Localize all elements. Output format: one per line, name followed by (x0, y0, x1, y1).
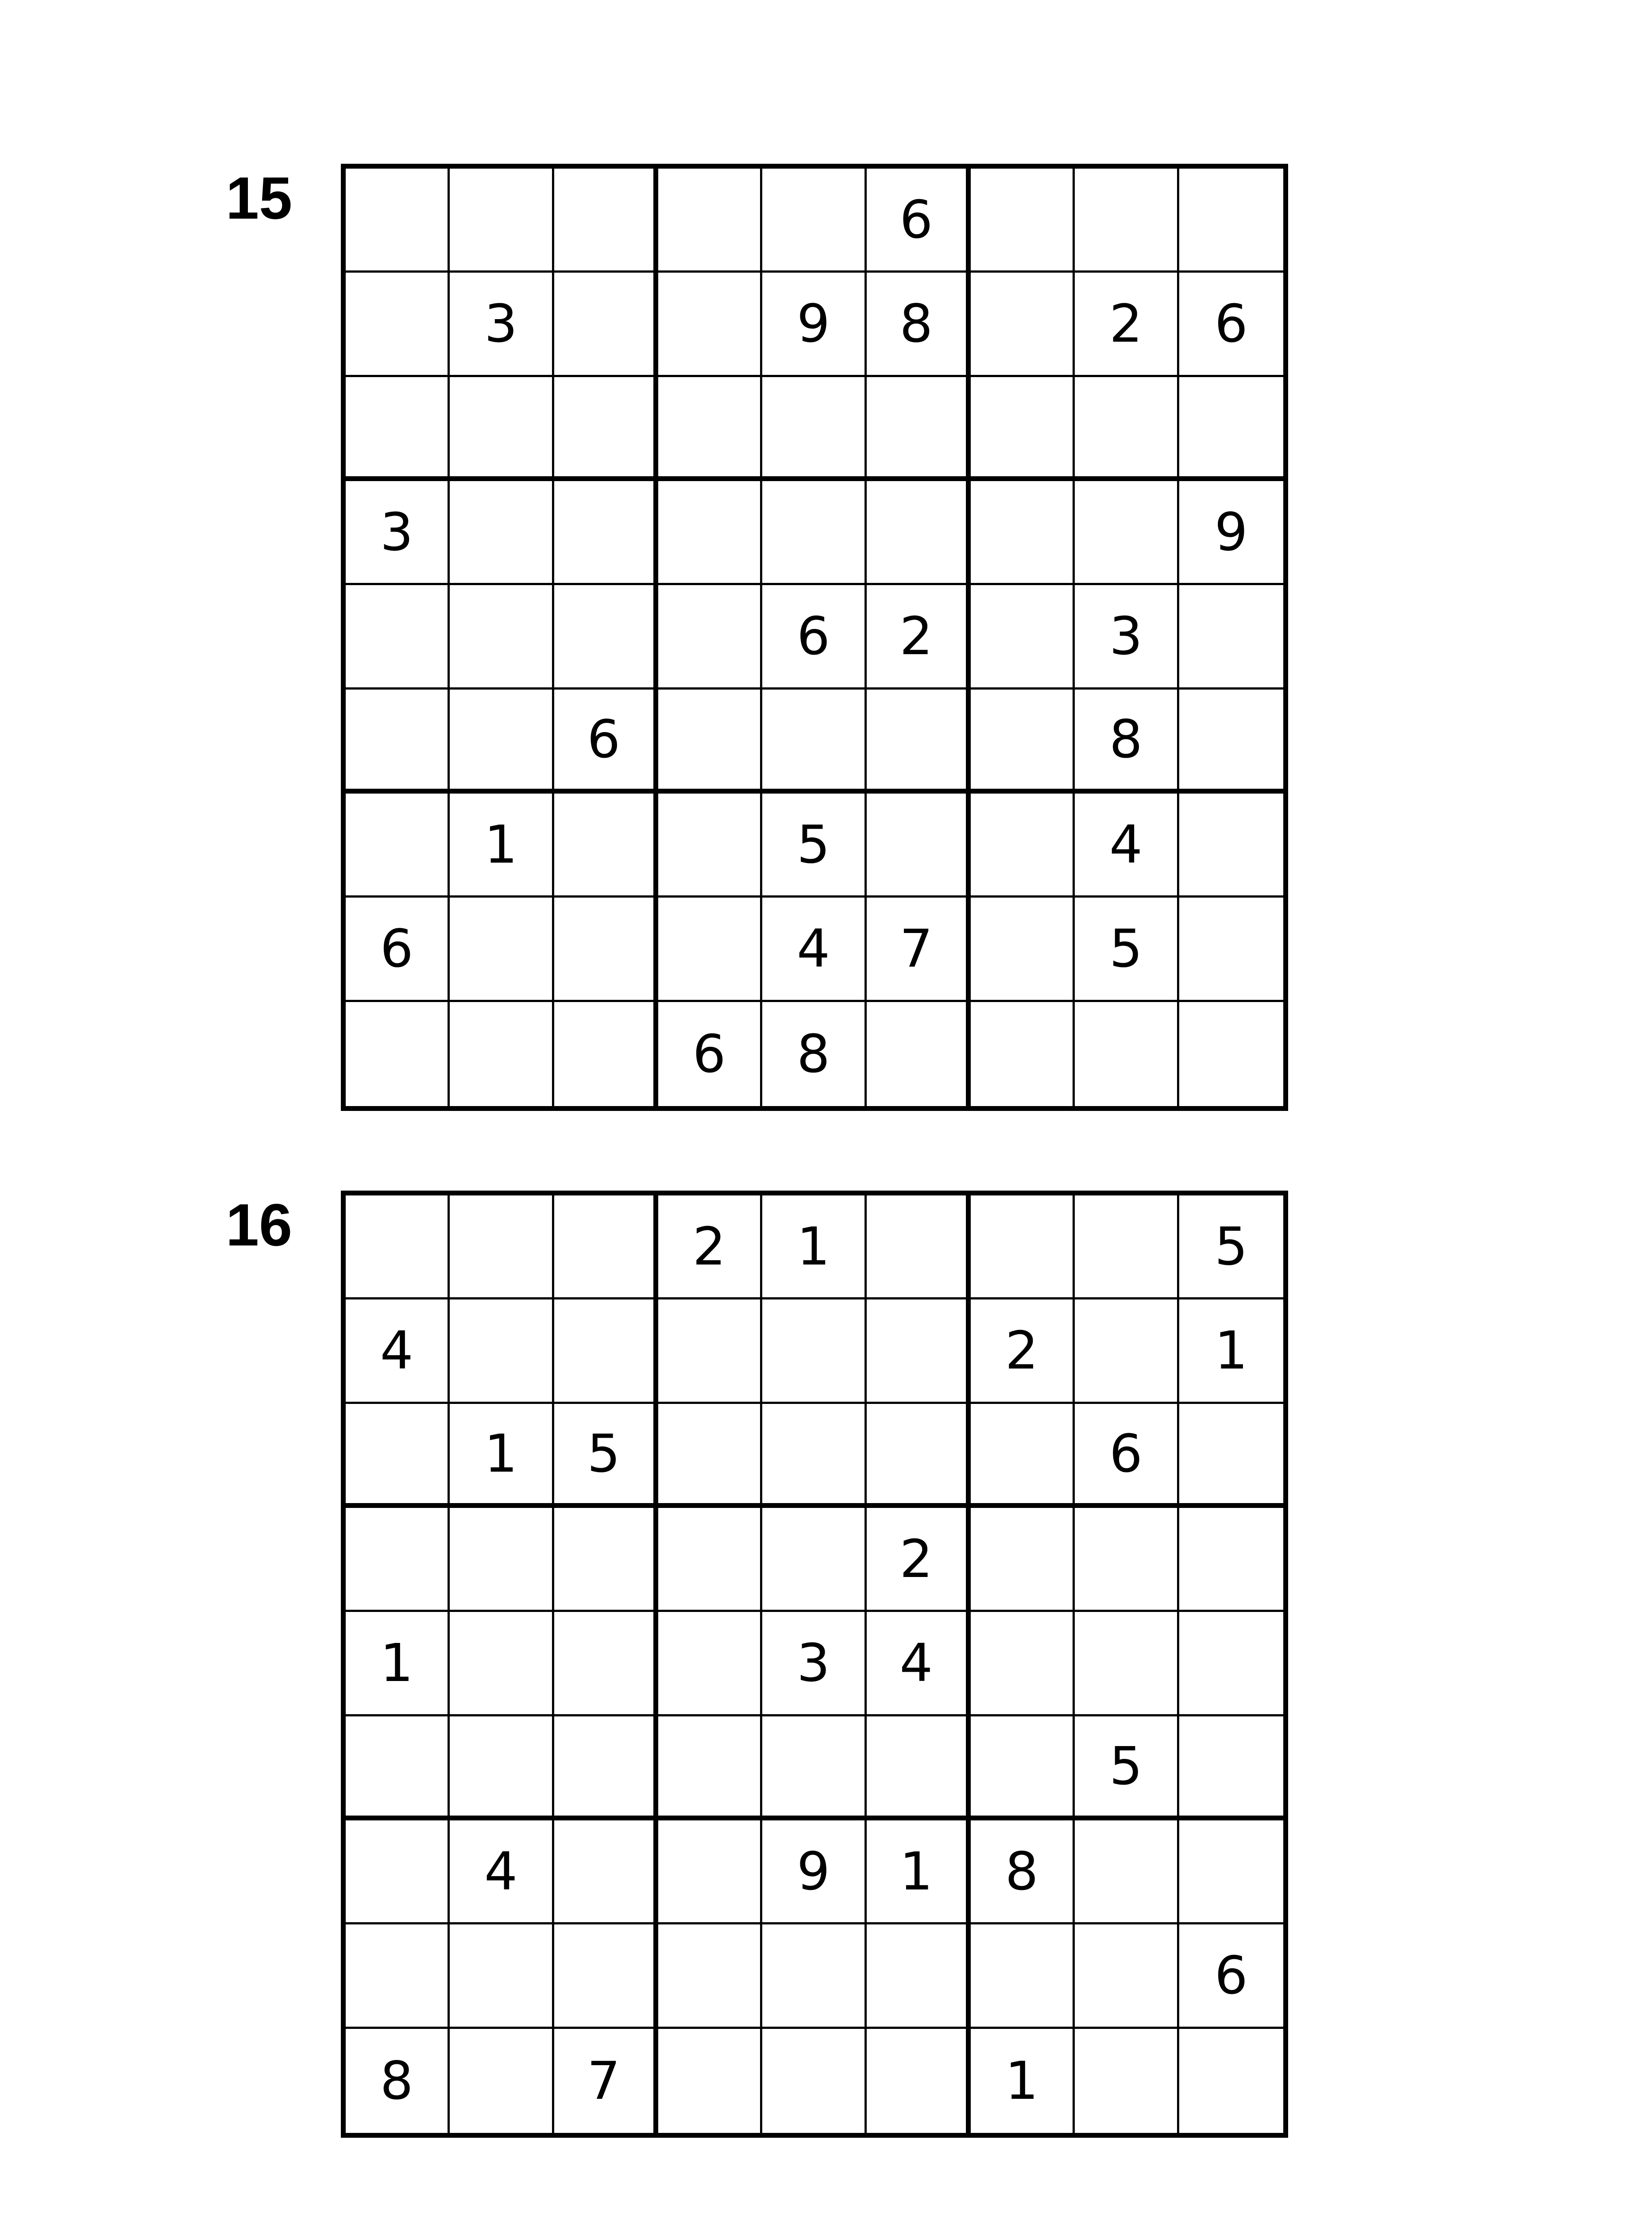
sudoku-cell[interactable]: 5 (762, 794, 866, 898)
sudoku-cell[interactable] (554, 377, 658, 481)
sudoku-cell[interactable] (971, 1716, 1075, 1820)
sudoku-cell[interactable] (762, 1508, 866, 1612)
sudoku-cell[interactable]: 6 (1179, 273, 1283, 377)
sudoku-cell[interactable] (971, 1612, 1075, 1716)
sudoku-cell[interactable] (554, 1508, 658, 1612)
sudoku-cell[interactable]: 6 (554, 690, 658, 794)
sudoku-cell[interactable] (867, 1924, 971, 2028)
sudoku-cell[interactable]: 3 (346, 481, 450, 585)
sudoku-cell[interactable]: 1 (1179, 1299, 1283, 1403)
sudoku-cell[interactable] (346, 377, 450, 481)
sudoku-cell[interactable] (346, 1508, 450, 1612)
sudoku-cell[interactable]: 8 (346, 2029, 450, 2133)
sudoku-cell[interactable]: 5 (1179, 1195, 1283, 1299)
sudoku-cell[interactable] (450, 2029, 554, 2133)
sudoku-cell[interactable]: 6 (1179, 1924, 1283, 2028)
sudoku-cell[interactable] (762, 1299, 866, 1403)
sudoku-cell[interactable] (867, 1002, 971, 1106)
sudoku-cell[interactable]: 3 (762, 1612, 866, 1716)
sudoku-cell[interactable] (346, 169, 450, 273)
sudoku-cell[interactable] (1179, 1820, 1283, 1924)
sudoku-cell[interactable]: 1 (346, 1612, 450, 1716)
sudoku-cell[interactable] (971, 481, 1075, 585)
sudoku-cell[interactable] (450, 1612, 554, 1716)
sudoku-cell[interactable] (554, 1924, 658, 2028)
sudoku-cell[interactable] (867, 481, 971, 585)
sudoku-cell[interactable] (554, 1195, 658, 1299)
sudoku-cell[interactable] (554, 273, 658, 377)
sudoku-cell[interactable] (658, 273, 762, 377)
sudoku-cell[interactable] (450, 1002, 554, 1106)
sudoku-cell[interactable] (658, 1716, 762, 1820)
sudoku-cell[interactable] (762, 1716, 866, 1820)
sudoku-cell[interactable] (867, 1195, 971, 1299)
sudoku-cell[interactable] (971, 1002, 1075, 1106)
sudoku-cell[interactable] (867, 377, 971, 481)
sudoku-cell[interactable]: 4 (762, 898, 866, 1002)
sudoku-cell[interactable] (1075, 1002, 1179, 1106)
sudoku-cell[interactable] (450, 1716, 554, 1820)
sudoku-cell[interactable]: 8 (1075, 690, 1179, 794)
sudoku-cell[interactable] (762, 481, 866, 585)
sudoku-cell[interactable]: 3 (450, 273, 554, 377)
puzzle-number: 16 (226, 1191, 293, 1258)
sudoku-cell[interactable] (1075, 1612, 1179, 1716)
sudoku-cell[interactable] (867, 1716, 971, 1820)
sudoku-cell[interactable] (554, 1612, 658, 1716)
sudoku-cell[interactable]: 6 (1075, 1404, 1179, 1508)
sudoku-cell[interactable] (762, 377, 866, 481)
sudoku-cell[interactable] (658, 1924, 762, 2028)
sudoku-cell[interactable]: 6 (346, 898, 450, 1002)
sudoku-cell[interactable] (554, 1820, 658, 1924)
sudoku-grid (341, 1191, 1288, 2138)
sudoku-cell[interactable] (762, 1404, 866, 1508)
sudoku-cell[interactable] (346, 1820, 450, 1924)
sudoku-cell[interactable] (658, 169, 762, 273)
sudoku-cell[interactable] (554, 794, 658, 898)
sudoku-cell[interactable] (1179, 1508, 1283, 1612)
sudoku-cell[interactable]: 8 (762, 1002, 866, 1106)
sudoku-cell[interactable] (1075, 481, 1179, 585)
sudoku-cell[interactable] (971, 1924, 1075, 2028)
sudoku-cell[interactable] (1075, 169, 1179, 273)
sudoku-cell[interactable]: 4 (450, 1820, 554, 1924)
sudoku-cell[interactable]: 1 (450, 1404, 554, 1508)
sudoku-cell[interactable]: 1 (450, 794, 554, 898)
sudoku-cell[interactable]: 5 (554, 1404, 658, 1508)
sudoku-cell[interactable] (450, 690, 554, 794)
sudoku-cell[interactable] (346, 273, 450, 377)
sudoku-cell[interactable] (450, 1508, 554, 1612)
sudoku-cell[interactable] (450, 1299, 554, 1403)
sudoku-cell[interactable]: 1 (762, 1195, 866, 1299)
sudoku-cell[interactable] (346, 585, 450, 689)
sudoku-cell[interactable] (971, 1195, 1075, 1299)
sudoku-cell[interactable] (1075, 377, 1179, 481)
sudoku-cell[interactable] (554, 1002, 658, 1106)
sudoku-cell[interactable] (1179, 794, 1283, 898)
sudoku-cell[interactable] (658, 1404, 762, 1508)
sudoku-cell[interactable] (346, 1924, 450, 2028)
sudoku-cell[interactable] (346, 1716, 450, 1820)
sudoku-cell[interactable]: 3 (1075, 585, 1179, 689)
sudoku-cell[interactable] (867, 2029, 971, 2133)
sudoku-cell[interactable] (1075, 1508, 1179, 1612)
sudoku-cell[interactable] (867, 1299, 971, 1403)
sudoku-cell[interactable] (450, 898, 554, 1002)
sudoku-cell[interactable]: 7 (554, 2029, 658, 2133)
sudoku-cell[interactable] (450, 585, 554, 689)
sudoku-cell[interactable]: 9 (1179, 481, 1283, 585)
sudoku-cell[interactable] (450, 481, 554, 585)
sudoku-cell[interactable]: 7 (867, 898, 971, 1002)
sudoku-cell[interactable] (450, 377, 554, 481)
sudoku-cell[interactable] (554, 481, 658, 585)
sudoku-cell[interactable] (450, 1924, 554, 2028)
sudoku-cell[interactable] (971, 794, 1075, 898)
sudoku-cell[interactable] (971, 169, 1075, 273)
sudoku-cell[interactable] (658, 2029, 762, 2133)
sudoku-cell[interactable]: 6 (867, 169, 971, 273)
sudoku-cell[interactable] (971, 690, 1075, 794)
sudoku-cell[interactable] (762, 169, 866, 273)
sudoku-cell[interactable]: 2 (867, 1508, 971, 1612)
sudoku-cell[interactable]: 4 (1075, 794, 1179, 898)
sudoku-cell[interactable]: 9 (762, 273, 866, 377)
sudoku-cell[interactable] (554, 898, 658, 1002)
sudoku-cell[interactable] (658, 794, 762, 898)
sudoku-cell[interactable] (554, 585, 658, 689)
sudoku-cell[interactable] (346, 794, 450, 898)
sudoku-cell[interactable]: 6 (762, 585, 866, 689)
sudoku-cell[interactable] (867, 794, 971, 898)
sudoku-cell[interactable] (762, 1924, 866, 2028)
sudoku-cell[interactable] (1179, 1404, 1283, 1508)
sudoku-cell[interactable] (1179, 377, 1283, 481)
sudoku-cell[interactable]: 5 (1075, 898, 1179, 1002)
sudoku-cell[interactable] (762, 690, 866, 794)
sudoku-cell[interactable] (1179, 1002, 1283, 1106)
sudoku-cell[interactable] (658, 585, 762, 689)
sudoku-cell[interactable] (762, 2029, 866, 2133)
sudoku-cell[interactable]: 2 (971, 1299, 1075, 1403)
sudoku-cell[interactable] (658, 898, 762, 1002)
sudoku-cell[interactable]: 2 (658, 1195, 762, 1299)
sudoku-cell[interactable] (346, 1195, 450, 1299)
sudoku-cell[interactable] (1179, 1612, 1283, 1716)
sudoku-cell[interactable]: 8 (867, 273, 971, 377)
sudoku-cell[interactable] (1179, 690, 1283, 794)
sudoku-cell[interactable] (658, 377, 762, 481)
sudoku-cell[interactable]: 1 (867, 1820, 971, 1924)
sudoku-cell[interactable] (658, 1299, 762, 1403)
sudoku-cell[interactable] (1075, 2029, 1179, 2133)
sudoku-cell[interactable] (554, 1716, 658, 1820)
sudoku-cell[interactable] (971, 273, 1075, 377)
sudoku-cell[interactable] (1075, 1820, 1179, 1924)
sudoku-cell[interactable] (554, 169, 658, 273)
sudoku-cell[interactable] (658, 1508, 762, 1612)
sudoku-cell[interactable] (1179, 585, 1283, 689)
sudoku-cell[interactable] (1179, 169, 1283, 273)
sudoku-cell[interactable] (971, 585, 1075, 689)
sudoku-cell[interactable] (346, 1002, 450, 1106)
puzzle-number: 15 (226, 165, 293, 231)
sudoku-cell[interactable] (658, 1612, 762, 1716)
sudoku-cell[interactable] (658, 690, 762, 794)
sudoku-cell[interactable] (346, 690, 450, 794)
sudoku-cell[interactable] (1075, 1195, 1179, 1299)
sudoku-cell[interactable] (971, 377, 1075, 481)
sudoku-grid (341, 164, 1288, 1111)
sudoku-cell[interactable] (971, 1508, 1075, 1612)
sudoku-cell[interactable] (1179, 1716, 1283, 1820)
sudoku-cell[interactable]: 2 (1075, 273, 1179, 377)
sudoku-cell[interactable] (1075, 1299, 1179, 1403)
sudoku-cell[interactable] (867, 1404, 971, 1508)
sudoku-cell[interactable] (1179, 2029, 1283, 2133)
sudoku-cell[interactable]: 4 (346, 1299, 450, 1403)
sudoku-cell[interactable]: 4 (867, 1612, 971, 1716)
sudoku-cell[interactable] (971, 1404, 1075, 1508)
sudoku-cell[interactable]: 6 (658, 1002, 762, 1106)
sudoku-cell[interactable] (658, 481, 762, 585)
sudoku-cell[interactable] (658, 1820, 762, 1924)
sudoku-cell[interactable] (554, 1299, 658, 1403)
sudoku-cell[interactable] (450, 169, 554, 273)
sudoku-cell[interactable] (1075, 1924, 1179, 2028)
sudoku-cell[interactable] (1179, 898, 1283, 1002)
sudoku-cell[interactable] (971, 898, 1075, 1002)
sudoku-cell[interactable] (346, 1404, 450, 1508)
sudoku-cell[interactable]: 2 (867, 585, 971, 689)
sudoku-cell[interactable]: 5 (1075, 1716, 1179, 1820)
sudoku-cell[interactable] (867, 690, 971, 794)
sudoku-cell[interactable]: 8 (971, 1820, 1075, 1924)
sudoku-cell[interactable]: 9 (762, 1820, 866, 1924)
sudoku-cell[interactable] (450, 1195, 554, 1299)
sudoku-cell[interactable]: 1 (971, 2029, 1075, 2133)
